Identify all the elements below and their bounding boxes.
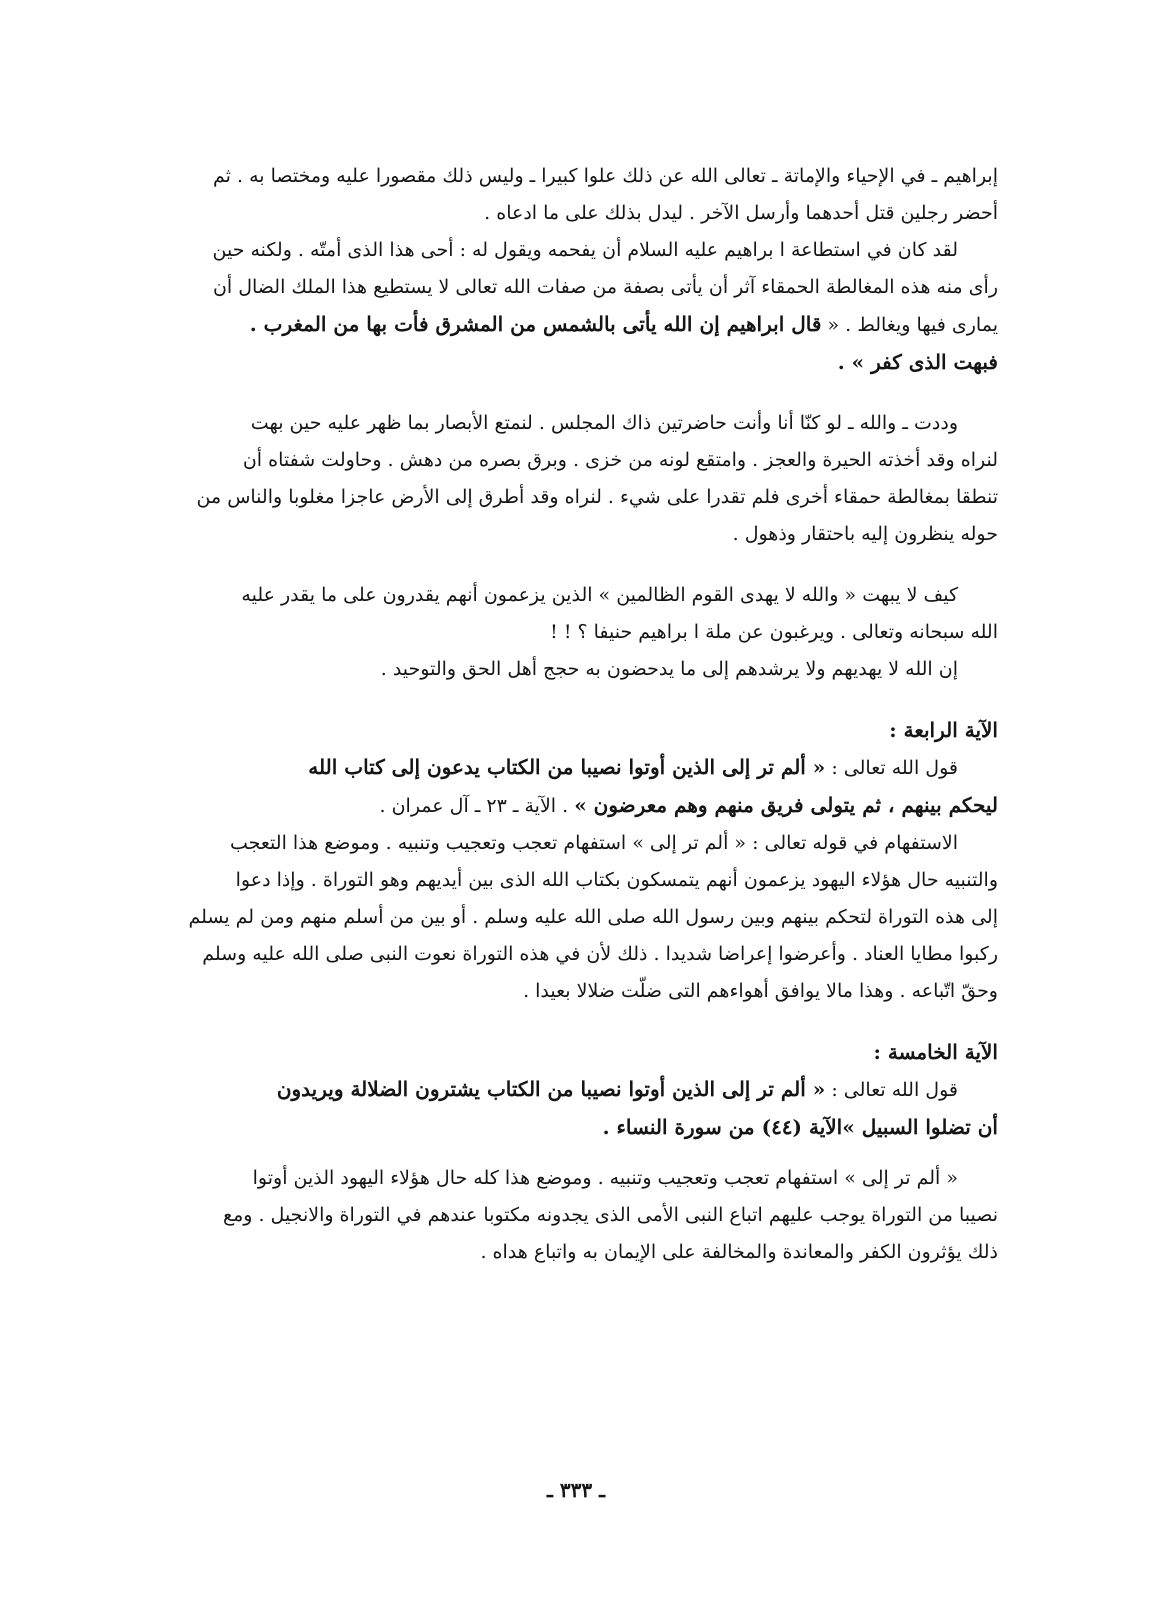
text-line: لقد كان في استطاعة ا براهيم عليه السلام أن يفحمه ويقول له : أحى هذا الذى أمتّه . ولكنه حين	[212, 239, 958, 261]
text-line: رأى منه هذه المغالطة الحمقاء آثر أن يأتى بصفة من صفات الله تعالى لا يستطيع هذا الملك الضال أن	[212, 276, 998, 298]
text-line: أحضر رجلين قتل أحدهما وأرسل الآخر . ليدل بذلك على ما ادعاه .	[484, 202, 998, 224]
text-line: تنطقا بمغالطة حمقاء أخرى فلم تقدرا على شيء . لنراه وقد أطرق إلى الأرض عاجزا مغلوبا والناس من	[196, 486, 998, 508]
text-line	[118, 306, 998, 344]
section-heading: الآية الخامسة :	[873, 1040, 998, 1064]
page-body	[118, 158, 998, 1271]
text-line	[118, 787, 998, 825]
quran-quote: فبهت الذى كفر » .	[837, 350, 998, 374]
text-line: والتنبيه حال هؤلاء اليهود يزعمون أنهم يتمسكون بكتاب الله الذى بين أيديهم وهو التوراة . وإذا دعوا	[235, 869, 998, 891]
text-line: الاستفهام في قوله تعالى : « ألم تر إلى » استفهام تعجب وتعجيب وتنبيه . وموضع هذا التعجب	[229, 832, 958, 854]
text-line: حوله ينظرون إليه باحتقار وذهول .	[732, 523, 998, 545]
quran-quote: « ألم تر إلى الذين أوتوا نصيبا من الكتاب يشترون الضلالة ويريدون	[276, 1077, 826, 1101]
quran-quote: أن تضلوا السبيل »الآية (٤٤) من سورة النساء .	[602, 1115, 998, 1139]
text-line: « ألم تر إلى » استفهام تعجب وتعجيب وتنبيه . وموضع هذا كله حال هؤلاء اليهود الذين أوتوا	[252, 1167, 958, 1189]
text-plain: قول الله تعالى :	[831, 1079, 958, 1101]
text-line	[118, 1071, 998, 1109]
text-plain: يمارى فيها ويغالط . «	[827, 314, 998, 336]
text-line: وحقّ اتّباعه . وهذا مالا يوافق أهواءهم التى ضلّت ضلالا بعيدا .	[523, 980, 998, 1002]
text-line: الله سبحانه وتعالى . ويرغبون عن ملة ا براهيم حنيفا ؟ ! !	[550, 621, 998, 643]
quran-quote: ليحكم بينهم ، ثم يتولى فريق منهم وهم معرضون »	[574, 793, 998, 817]
page-number: ـ ٣٣٣ ـ	[547, 1478, 605, 1502]
text-line: ركبوا مطايا العناد . وأعرضوا إعراضا شديدا . ذلك لأن في هذه التوراة نعوت النبى صلى الله عليه وسلم	[202, 943, 998, 965]
quran-quote: « ألم تر إلى الذين أوتوا نصيبا من الكتاب يدعون إلى كتاب الله	[308, 755, 826, 779]
text-line: نصيبا من التوراة يوجب عليهم اتباع النبى الأمى الذى يجدونه مكتوبا عندهم في التوراة والانجيل . ومع	[222, 1204, 998, 1226]
text-line: وددت ـ والله ـ لو كنّا أنا وأنت حاضرتين ذاك المجلس . لنمتع الأبصار بما ظهر عليه حين بهت	[250, 412, 958, 434]
quran-quote: قال ابراهيم إن الله يأتى بالشمس من المشرق فأت بها من المغرب .	[249, 312, 822, 336]
text-line: إلى هذه التوراة لتحكم بينهم وبين رسول الله صلى الله عليه وسلم . أو بين من أسلم منهم ومن لم يسلم	[188, 906, 998, 928]
verse-reference: . الآية ـ ٢٣ ـ آل عمران .	[379, 795, 569, 817]
text-plain: قول الله تعالى :	[831, 757, 958, 779]
section-heading: الآية الرابعة :	[889, 718, 998, 742]
text-line: إن الله لا يهديهم ولا يرشدهم إلى ما يدحضون به حجج أهل الحق والتوحيد .	[380, 658, 958, 680]
text-line: ذلك يؤثرون الكفر والمعاندة والمخالفة على الإيمان به واتباع هداه .	[480, 1241, 998, 1263]
text-line	[118, 749, 998, 787]
text-line: إبراهيم ـ في الإحياء والإماتة ـ تعالى الله عن ذلك علوا كبيرا ـ وليس ذلك مقصورا عليه ومختصا به . ثم	[213, 165, 998, 187]
text-line: كيف لا يبهت « والله لا يهدى القوم الظالمين » الذين يزعمون أنهم يقدرون على ما يقدر عليه	[241, 584, 958, 606]
text-line: لنراه وقد أخذته الحيرة والعجز . وامتقع لونه من خزى . وبرق بصره من دهش . وحاولت شفتاه أن	[242, 449, 998, 471]
